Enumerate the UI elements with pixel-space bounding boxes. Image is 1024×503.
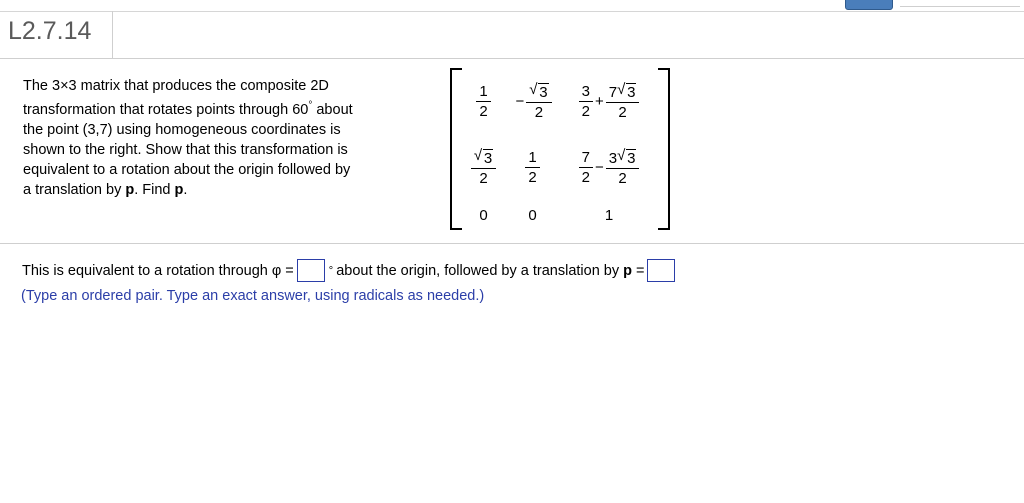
radicand-1-2: 3: [539, 83, 548, 101]
matrix-cell-2-2: [503, 135, 562, 202]
p-answer-input[interactable]: [647, 259, 675, 282]
chrome-divider: [900, 6, 1020, 7]
matrix-cell-3-2: 0: [528, 207, 537, 225]
matrix-cell-1-1-denominator: 2: [479, 102, 488, 120]
matrix-cell-3-3: 1: [604, 207, 614, 225]
radicand-2-1: 3: [483, 150, 493, 168]
minus-sign-2-3: −: [594, 159, 604, 177]
matrix-row-2: [464, 135, 656, 202]
matrix-cell-2-2-numerator: 1: [525, 149, 539, 168]
matrix-cell-2-3b-numerator: [606, 148, 640, 169]
degree-symbol: °: [308, 100, 313, 111]
radicand-2-3b: 3: [627, 150, 636, 168]
matrix-cell-2-3a-denominator: 2: [581, 169, 590, 187]
exercise-header: [0, 11, 1024, 59]
prompt-line-3: the point (3,7) using homogeneous coordinates is: [23, 121, 341, 138]
matrix-cell-1-3: [562, 68, 656, 135]
matrix-row-3: [464, 201, 656, 230]
matrix-cell-2-2-denominator: 2: [528, 169, 537, 187]
exercise-id-cell: [0, 11, 113, 58]
plus-sign-1-3: +: [594, 92, 604, 110]
matrix-row-1: [464, 68, 656, 135]
answer-hint: (Type an ordered pair. Type an exact answer, using radicals as needed.): [21, 288, 485, 304]
coef-2-3b: 3: [608, 150, 618, 168]
answer-text-middle: about the origin, followed by a translation by: [336, 262, 620, 279]
phi-answer-input[interactable]: [297, 259, 325, 282]
minus-sign-1-2: −: [515, 92, 525, 110]
radicand-1-3b: 3: [627, 83, 636, 101]
matrix-bracket-right: [658, 68, 670, 230]
matrix-cell-1-1-numerator: 1: [476, 83, 490, 102]
matrix-cell-2-3a-numerator: 7: [579, 149, 593, 168]
question-prompt: [23, 76, 423, 200]
prompt-line-6c: .: [183, 181, 188, 198]
page-title: L2.7.14: [8, 17, 92, 45]
vector-p-symbol-2: p: [174, 181, 184, 198]
vector-p-symbol: p: [125, 181, 135, 198]
degree-symbol-answer: °: [328, 264, 334, 277]
equals-sign: =: [635, 262, 645, 279]
matrix-cell-3-1: 0: [479, 207, 488, 225]
matrix-cell-2-1: [464, 135, 503, 202]
matrix-cell-1-2-denominator: 2: [534, 103, 544, 121]
prompt-line-2b: about: [312, 101, 353, 118]
matrix-figure: [450, 68, 670, 233]
matrix-cell-2-3: [562, 135, 656, 202]
vector-p-label: p: [623, 262, 632, 279]
matrix-cell-1-3b-numerator: [606, 82, 640, 103]
prompt-line-5: equivalent to a rotation about the origin followed by: [23, 161, 351, 178]
matrix-cell-1-2: [503, 68, 562, 135]
prompt-line-1: The 3×3 matrix that produces the composite 2D: [23, 78, 329, 94]
answer-section: [0, 243, 1024, 324]
question-body: [0, 58, 1024, 243]
matrix-cell-2-3b-denominator: 2: [618, 170, 627, 188]
coef-1-3b: 7: [608, 83, 618, 101]
answer-text-before: This is equivalent to a rotation through φ =: [22, 262, 294, 279]
prompt-line-6b: . Find: [134, 181, 175, 198]
prompt-line-2a: transformation that rotates points through 60: [23, 101, 309, 118]
matrix-cell-1-3b-denominator: 2: [618, 103, 627, 121]
prompt-line-4: shown to the right. Show that this transformation is: [23, 141, 348, 158]
matrix-cell-2-1-numerator: [471, 148, 496, 169]
matrix-table: [464, 68, 656, 230]
browser-tab[interactable]: [845, 0, 893, 10]
matrix-bracket-left: [450, 68, 462, 230]
matrix-cell-1-2-numerator: [526, 82, 551, 103]
matrix-cell-1-3a-denominator: 2: [581, 102, 590, 120]
matrix-cell-2-1-denominator: 2: [479, 170, 488, 188]
matrix-cell-1-3a-numerator: 3: [579, 83, 593, 102]
prompt-line-6a: a translation by: [23, 181, 126, 198]
answer-statement: [22, 259, 678, 282]
matrix-cell-1-1: [464, 68, 503, 135]
